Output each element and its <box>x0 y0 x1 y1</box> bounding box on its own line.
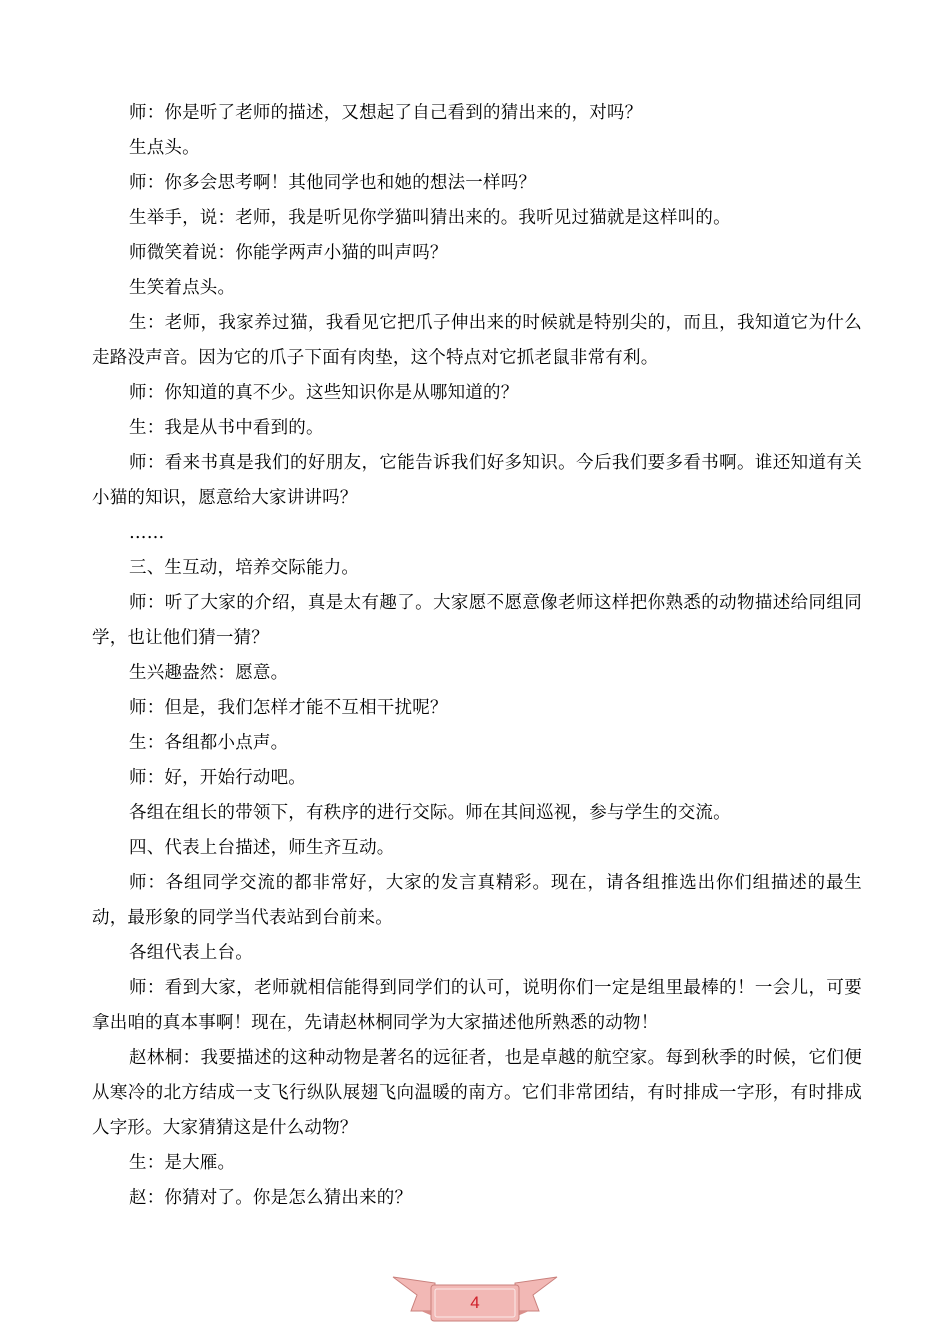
paragraph: 生：老师，我家养过猫，我看见它把爪子伸出来的时候就是特别尖的，而且，我知道它为什么走路没声音。因为它的爪子下面有肉垫，这个特点对它抓老鼠非常有利。 <box>92 313 862 368</box>
page-footer <box>391 1271 559 1335</box>
paragraph: 各组在组长的带领下，有秩序的进行交际。师在其间巡视，参与学生的交流。 <box>129 803 731 823</box>
paragraph: 师：听了大家的介绍，真是太有趣了。大家愿不愿意像老师这样把你熟悉的动物描述给同组同学，也让他们猜一猜？ <box>92 593 862 648</box>
paragraph: 师：你多会思考啊！其他同学也和她的想法一样吗？ <box>129 173 537 193</box>
ellipsis-paragraph: …… <box>129 523 165 543</box>
paragraph: 师：你是听了老师的描述，又想起了自己看到的猜出来的，对吗？ <box>129 103 643 123</box>
document-body <box>92 96 862 1216</box>
paragraph: 师：看来书真是我们的好朋友，它能告诉我们好多知识。今后我们要多看书啊。谁还知道有关小猫的知识，愿意给大家讲讲吗？ <box>92 453 862 508</box>
page-number: 4 <box>470 1293 480 1312</box>
paragraph: 赵林桐：我要描述的这种动物是著名的远征者，也是卓越的航空家。每到秋季的时候，它们便从寒冷的北方结成一支飞行纵队展翅飞向温暖的南方。它们非常团结，有时排成一字形，有时排成人字形。大家猜猜这是什么动物？ <box>92 1048 862 1138</box>
paragraph: 生笑着点头。 <box>129 278 236 298</box>
section-heading: 四、代表上台描述，师生齐互动。 <box>129 838 395 858</box>
paragraph: 生：各组都小点声。 <box>129 733 289 753</box>
paragraph: 生：我是从书中看到的。 <box>129 418 324 438</box>
paragraph: 师：你知道的真不少。这些知识你是从哪知道的？ <box>129 383 519 403</box>
paragraph: 各组代表上台。 <box>129 943 253 963</box>
paragraph: 生兴趣盎然：愿意。 <box>129 663 289 683</box>
paragraph: 师：各组同学交流的都非常好，大家的发言真精彩。现在，请各组推选出你们组描述的最生动，最形象的同学当代表站到台前来。 <box>92 873 862 928</box>
paragraph: 生举手，说：老师，我是听见你学猫叫猜出来的。我听见过猫就是这样叫的。 <box>129 208 731 228</box>
paragraph: 赵：你猜对了。你是怎么猜出来的？ <box>129 1188 413 1208</box>
paragraph: 生：是大雁。 <box>129 1153 236 1173</box>
paragraph: 师：看到大家，老师就相信能得到同学们的认可，说明你们一定是组里最棒的！一会儿，可要拿出咱的真本事啊！现在，先请赵林桐同学为大家描述他所熟悉的动物！ <box>92 978 862 1033</box>
paragraph: 师：好，开始行动吧。 <box>129 768 306 788</box>
paragraph: 师微笑着说：你能学两声小猫的叫声吗？ <box>129 243 448 263</box>
paragraph: 生点头。 <box>129 138 200 158</box>
paragraph: 师：但是，我们怎样才能不互相干扰呢？ <box>129 698 448 718</box>
section-heading: 三、生互动，培养交际能力。 <box>129 558 360 578</box>
